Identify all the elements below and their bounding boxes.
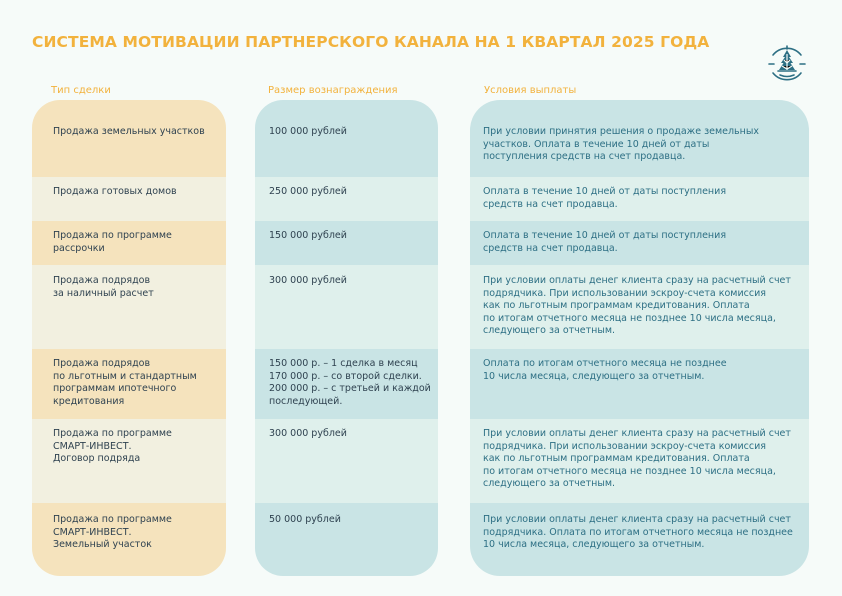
conditions-text: При условии оплаты денег клиента сразу на расчетный счет подрядчика. При использовании эскроу-счета комиссия как по льготным программам кредитования. Оплата по итогам отчетного месяца не позднее 10 числа месяца, следующего за отчетным. [483, 428, 791, 489]
conditions-text: При условии принятия решения о продаже земельных участков. Оплата в течение 10 дней от даты поступления средств на счет продавца. [483, 126, 759, 162]
conditions-text: Оплата по итогам отчетного месяца не позднее 10 числа месяца, следующего за отчетным. [483, 358, 727, 382]
conditions-column [470, 100, 809, 576]
table-cell [470, 419, 809, 503]
deal-type-text: Продажа подрядов за наличный расчет [53, 275, 154, 299]
column-header-conditions: Условия выплаты [484, 85, 577, 96]
table-cell [32, 349, 226, 419]
table-cell [255, 419, 438, 503]
table-cell [32, 503, 226, 576]
conditions-text: Оплата в течение 10 дней от даты поступления средств на счет продавца. [483, 230, 727, 254]
reward-text: 300 000 рублей [269, 275, 347, 286]
reward-text: 100 000 рублей [269, 126, 347, 137]
deal-type-text: Продажа по программе рассрочки [53, 230, 172, 254]
column-header-deal-type: Тип сделки [51, 85, 111, 96]
reward-text: 150 000 рублей [269, 230, 347, 241]
reward-text: 250 000 рублей [269, 186, 347, 197]
table-cell [470, 265, 809, 349]
deal-type-text: Продажа по программе СМАРТ-ИНВЕСТ. Земельный участок [53, 514, 172, 550]
table-cell [255, 503, 438, 576]
table-cell [470, 349, 809, 419]
deal-type-text: Продажа по программе СМАРТ-ИНВЕСТ. Договор подряда [53, 428, 172, 464]
reward-text: 150 000 р. – 1 сделка в месяц 170 000 р. – со второй сделки. 200 000 р. – с третьей и каждой последующей. [269, 358, 431, 407]
table-cell [470, 100, 809, 177]
table-cell [32, 419, 226, 503]
deal-type-text: Продажа земельных участков [53, 126, 205, 137]
table-cell [255, 221, 438, 265]
table-cell [470, 221, 809, 265]
table-cell [32, 177, 226, 221]
conditions-text: При условии оплаты денег клиента сразу на расчетный счет подрядчика. При использовании эскроу-счета комиссия как по льготным программам кредитования. Оплата по итогам отчетного месяца не позднее 10 числа месяца, следующего за отчетным. [483, 275, 791, 336]
deal-type-column [32, 100, 226, 576]
table-cell [255, 265, 438, 349]
table-cell [255, 177, 438, 221]
table-cell [470, 177, 809, 221]
reward-column [255, 100, 438, 576]
table-cell [470, 503, 809, 576]
table-cell [32, 100, 226, 177]
deal-type-text: Продажа подрядов по льготным и стандартным программам ипотечного кредитования [53, 358, 197, 407]
column-header-reward: Размер вознаграждения [268, 85, 398, 96]
conditions-text: Оплата в течение 10 дней от даты поступления средств на счет продавца. [483, 186, 727, 210]
table-cell [32, 265, 226, 349]
table-cell [32, 221, 226, 265]
conditions-text: При условии оплаты денег клиента сразу на расчетный счет подрядчика. Оплата по итогам отчетного месяца не позднее 10 числа месяца, следующего за отчетным. [483, 514, 793, 550]
page-title: СИСТЕМА МОТИВАЦИИ ПАРТНЕРСКОГО КАНАЛА НА 1 КВАРТАЛ 2025 ГОДА [32, 33, 710, 51]
deal-type-text: Продажа готовых домов [53, 186, 177, 197]
reward-text: 50 000 рублей [269, 514, 341, 525]
reward-text: 300 000 рублей [269, 428, 347, 439]
table-cell [255, 349, 438, 419]
table-cell [255, 100, 438, 177]
tree-in-circle-logo-icon [763, 40, 811, 88]
